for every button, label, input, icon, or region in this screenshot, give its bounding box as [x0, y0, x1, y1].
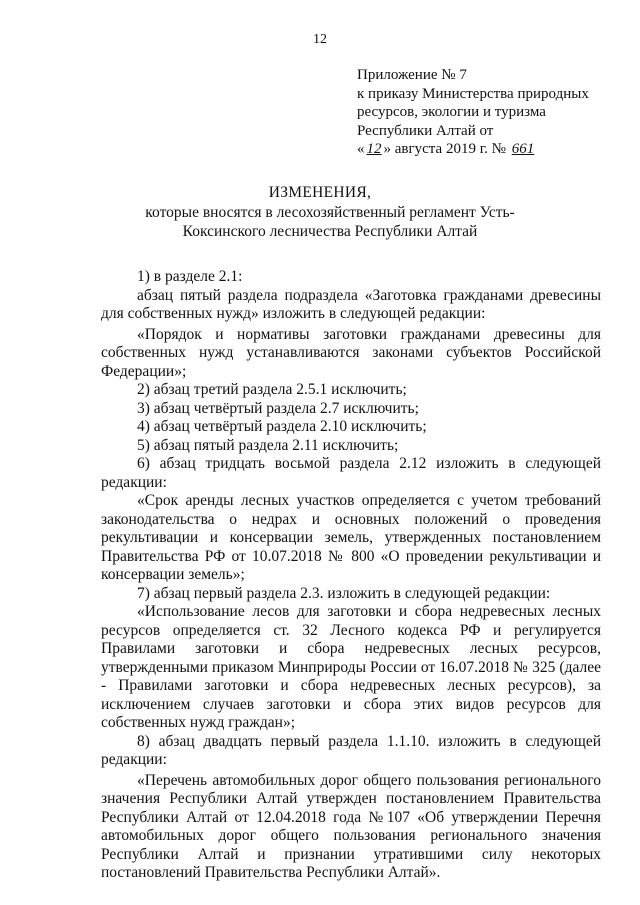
- annex-header: [357, 66, 597, 159]
- handwritten-number: 661: [511, 141, 535, 157]
- paragraph-13: «Перечень автомобильных дорог общего пользования регионального значения Республики Алтай утвержден постановлением Правительства Республики Алтай от 12.04.2018 года №107 «Об утверждении Перечня автомобильных дорог общего пользования регионального значения Республики Алтай и признании утратившими силу некоторых постановлений Правительства Республики Алтай».: [101, 771, 601, 881]
- document-body: [101, 268, 601, 883]
- paragraph-5: 3) абзац четвёртый раздела 2.7 исключить;: [137, 399, 419, 417]
- page-number: 12: [313, 32, 327, 47]
- paragraph-12: 8) абзац двадцать первый раздела 1.1.10. изложить в следующей редакции:: [101, 732, 601, 768]
- annex-line-1: Приложение № 7: [357, 67, 467, 83]
- document-subtitle: которые вносятся в лесохозяйственный регламент Усть-Коксинского лесничества Республики Алтай: [145, 204, 515, 240]
- date-suffix: » августа 2019 г. №: [383, 141, 506, 157]
- annex-line-3: ресурсов, экологии и туризма: [357, 104, 546, 120]
- paragraph-11: «Использование лесов для заготовки и сбора недревесных лесных ресурсов определяется ст. 32 Лесного кодекса РФ и регулируется Правилами заготовки и сбора недревесных лесных ресурсов, утвержденными приказом Минприроды России от 16.07.2018 № 325 (далее - Правилами заготовки и сбора недревесных лесных ресурсов), за исключением случаев заготовки и сбора этих видов ресурсов для собственных нужд граждан»;: [101, 603, 601, 731]
- paragraph-9: «Срок аренды лесных участков определяется с учетом требований законодательства о недрах и основных положений о проведения рекультивации и консервации земель, утвержденных постановлением Правительства РФ от 10.07.2018 № 800 «О проведении рекультивации и консервации земель»;: [101, 492, 601, 583]
- paragraph-8: 6) абзац тридцать восьмой раздела 2.12 изложить в следующей редакции:: [101, 455, 601, 491]
- handwritten-day: 12: [366, 141, 382, 157]
- date-prefix: «: [357, 141, 365, 157]
- annex-line-4: Республики Алтай от: [357, 122, 494, 139]
- annex-line-2: к приказу Министерства природных: [357, 85, 589, 102]
- paragraph-10: 7) абзац первый раздела 2.3. изложить в следующей редакции:: [137, 584, 551, 602]
- annex-date-line: [357, 140, 597, 159]
- paragraph-6: 4) абзац четвёртый раздела 2.10 исключить;: [137, 418, 427, 435]
- paragraph-7: 5) абзац пятый раздела 2.11 исключить;: [137, 436, 399, 454]
- document-title: ИЗМЕНЕНИЯ,: [268, 184, 372, 201]
- paragraph-2: абзац пятый раздела подраздела «Заготовка гражданами древесины для собственных нужд» изложить в следующей редакции:: [101, 286, 601, 322]
- paragraph-3: «Порядок и нормативы заготовки гражданами древесины для собственных нужд устанавливаются законами субъектов Российской Федерации»;: [101, 325, 601, 380]
- paragraph-1: 1) в разделе 2.1:: [137, 268, 243, 285]
- paragraph-4: 2) абзац третий раздела 2.5.1 исключить;: [137, 381, 407, 398]
